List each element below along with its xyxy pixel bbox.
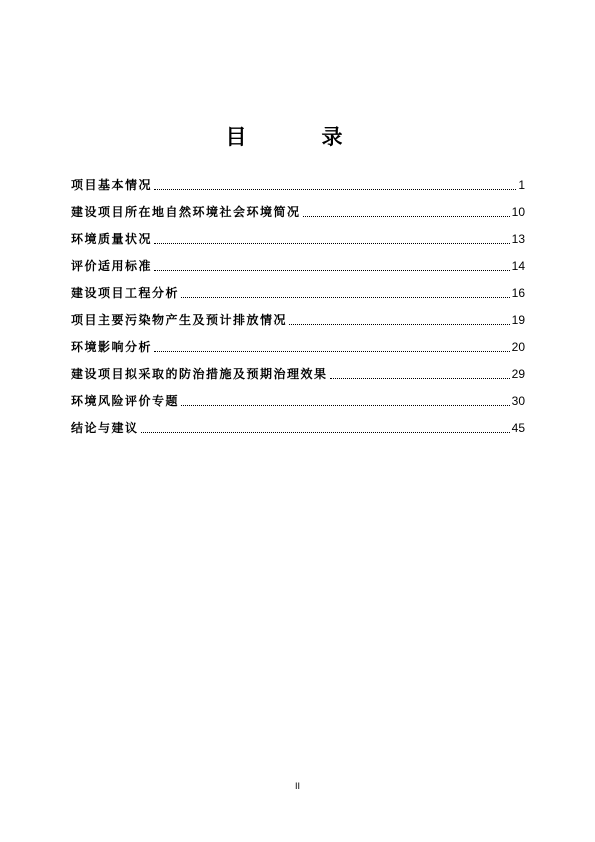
toc-entry-page: 30 [511,394,525,408]
toc-entry[interactable] [71,222,525,249]
toc-entry-label: 建设项目工程分析 [71,286,180,300]
toc-entry-label: 评价适用标准 [71,259,153,273]
toc-entry-page: 14 [511,259,525,273]
toc-entry-label: 环境质量状况 [71,232,153,246]
toc-leader-dots [154,243,510,244]
toc-entry[interactable] [71,384,525,411]
toc-entry-page: 19 [511,313,525,327]
toc-entry-label: 结论与建议 [71,421,139,435]
toc-entry-label: 环境影响分析 [71,340,153,354]
toc-entry[interactable] [71,411,525,438]
toc-entry-label: 建设项目所在地自然环境社会环境简况 [71,205,301,219]
toc-leader-dots [154,189,516,190]
toc-leader-dots [154,270,510,271]
page-number-footer: II [294,781,300,791]
toc-leader-dots [303,216,510,217]
toc-entry[interactable] [71,303,525,330]
toc-entry[interactable] [71,276,525,303]
toc-entry[interactable] [71,357,525,384]
toc-entry-page: 13 [511,232,525,246]
toc-entry[interactable] [71,330,525,357]
toc-entry-page: 10 [511,205,525,219]
toc-leader-dots [330,378,510,379]
toc-entry-page: 45 [511,421,525,435]
table-of-contents [71,168,525,438]
toc-entry-label: 项目主要污染物产生及预计排放情况 [71,313,288,327]
toc-leader-dots [181,405,510,406]
toc-entry[interactable] [71,195,525,222]
toc-entry[interactable] [71,168,525,195]
toc-entry-label: 项目基本情况 [71,178,153,192]
toc-entry[interactable] [71,249,525,276]
toc-entry-page: 16 [511,286,525,300]
toc-leader-dots [181,297,510,298]
toc-entry-page: 29 [511,367,525,381]
toc-leader-dots [154,351,510,352]
toc-entry-page: 1 [518,178,525,192]
toc-entry-label: 建设项目拟采取的防治措施及预期治理效果 [71,367,328,381]
toc-entry-label: 环境风险评价专题 [71,394,180,408]
toc-leader-dots [289,324,510,325]
page-title: 目 录 [225,125,370,149]
toc-leader-dots [141,432,510,433]
toc-entry-page: 20 [511,340,525,354]
